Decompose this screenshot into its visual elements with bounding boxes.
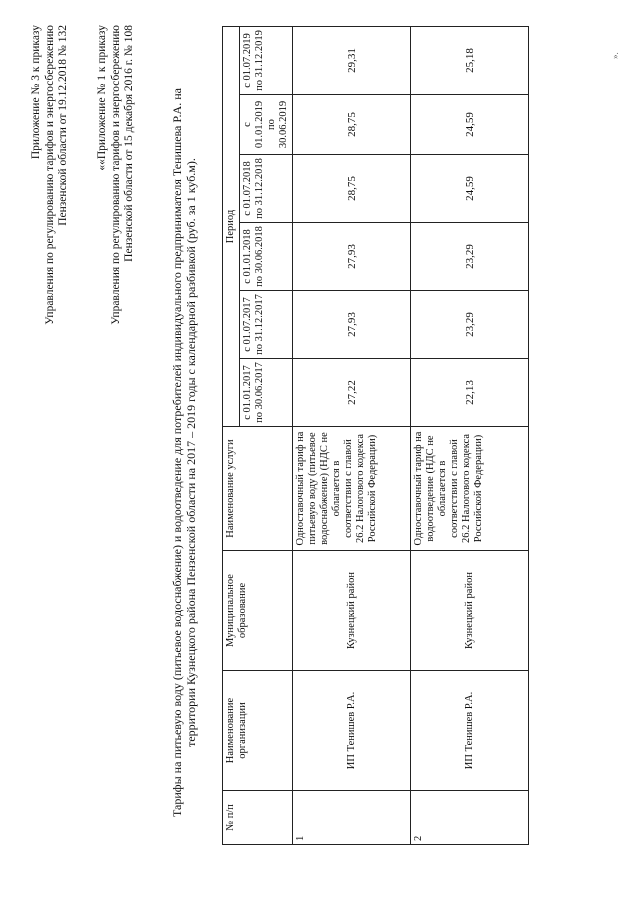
row-value: 27,93 <box>293 291 411 359</box>
title-line: территории Кузнецкого района Пензенской области на 2017 – 2019 годы с календарной разбивкой (руб. за 1 куб.м). <box>184 158 198 747</box>
period-cell: с 01.07.2018 по 31.12.2018 <box>240 155 293 223</box>
period-cell: с 01.07.2017 по 31.12.2017 <box>240 291 293 359</box>
header-num: № п/п <box>223 791 293 845</box>
appendix-line: Пензенской области от 15 декабря 2016 г. № 108 <box>123 25 135 262</box>
row-service: Одноставочный тариф на водоотведение (НДС не облагается в соответствии с главой 26.2 Налогового кодекса Российской Федерации) <box>411 427 529 551</box>
tariff-table <box>222 26 529 845</box>
period-cell: с 01.01.2018 по 30.06.2018 <box>240 223 293 291</box>
row-num: 1 <box>293 791 411 845</box>
header-org: Наименование организации <box>223 671 293 791</box>
row-value: 23,29 <box>411 291 529 359</box>
row-value: 22,13 <box>411 359 529 427</box>
row-value: 24,59 <box>411 95 529 155</box>
row-value: 24,59 <box>411 155 529 223</box>
table-row <box>411 27 529 845</box>
appendix-line: Приложение № 3 к приказу <box>30 25 42 160</box>
header-period: Период <box>223 27 240 427</box>
title-line: Тарифы на питьевую воду (питьевое водоснабжение) и водоотведение для потребителей индивидуального предпринимателя Тенишева Р.А. на <box>170 88 184 817</box>
row-org: ИП Тенишев Р.А. <box>411 671 529 791</box>
row-service: Одноставочный тариф на питьевую воду (питьевое водоснабжение) (НДС не облагается в соответствии с главой 26.2 Налогового кодекса Российской Федерации) <box>293 427 411 551</box>
row-value: 28,75 <box>293 155 411 223</box>
row-value: 27,93 <box>293 223 411 291</box>
header-row <box>223 27 240 845</box>
document-title <box>170 0 198 905</box>
row-value: 28,75 <box>293 95 411 155</box>
appendix-line: ««Приложение № 1 к приказу <box>96 25 108 171</box>
row-org: ИП Тенишев Р.А. <box>293 671 411 791</box>
row-value: 23,29 <box>411 223 529 291</box>
row-value: 27,22 <box>293 359 411 427</box>
period-cell: с 01.07.2019 по 31.12.2019 <box>240 27 293 95</box>
row-value: 29,31 <box>293 27 411 95</box>
appendix-line: Пензенской области от 19.12.2018 № 132 <box>57 25 69 226</box>
table-row <box>293 27 411 845</box>
appendix-current-header <box>30 25 71 325</box>
period-cell: с 01.01.2019 по 30.06.2019 <box>240 95 293 155</box>
appendix-line: Управления по регулированию тарифов и энергосбережению <box>109 25 122 325</box>
header-municipality: Муниципальное образование <box>223 551 293 671</box>
row-municipality: Кузнецкий район <box>293 551 411 671</box>
period-cell: с 01.01.2017 по 30.06.2017 <box>240 359 293 427</box>
header-service: Наименование услуги <box>223 427 293 551</box>
appendix-previous-header <box>96 25 137 325</box>
row-municipality: Кузнецкий район <box>411 551 529 671</box>
row-value: 25,18 <box>411 27 529 95</box>
row-num: 2 <box>411 791 529 845</box>
appendix-line: Управления по регулированию тарифов и энергосбережению <box>43 25 56 325</box>
closing-quote-mark: ». <box>610 52 620 59</box>
